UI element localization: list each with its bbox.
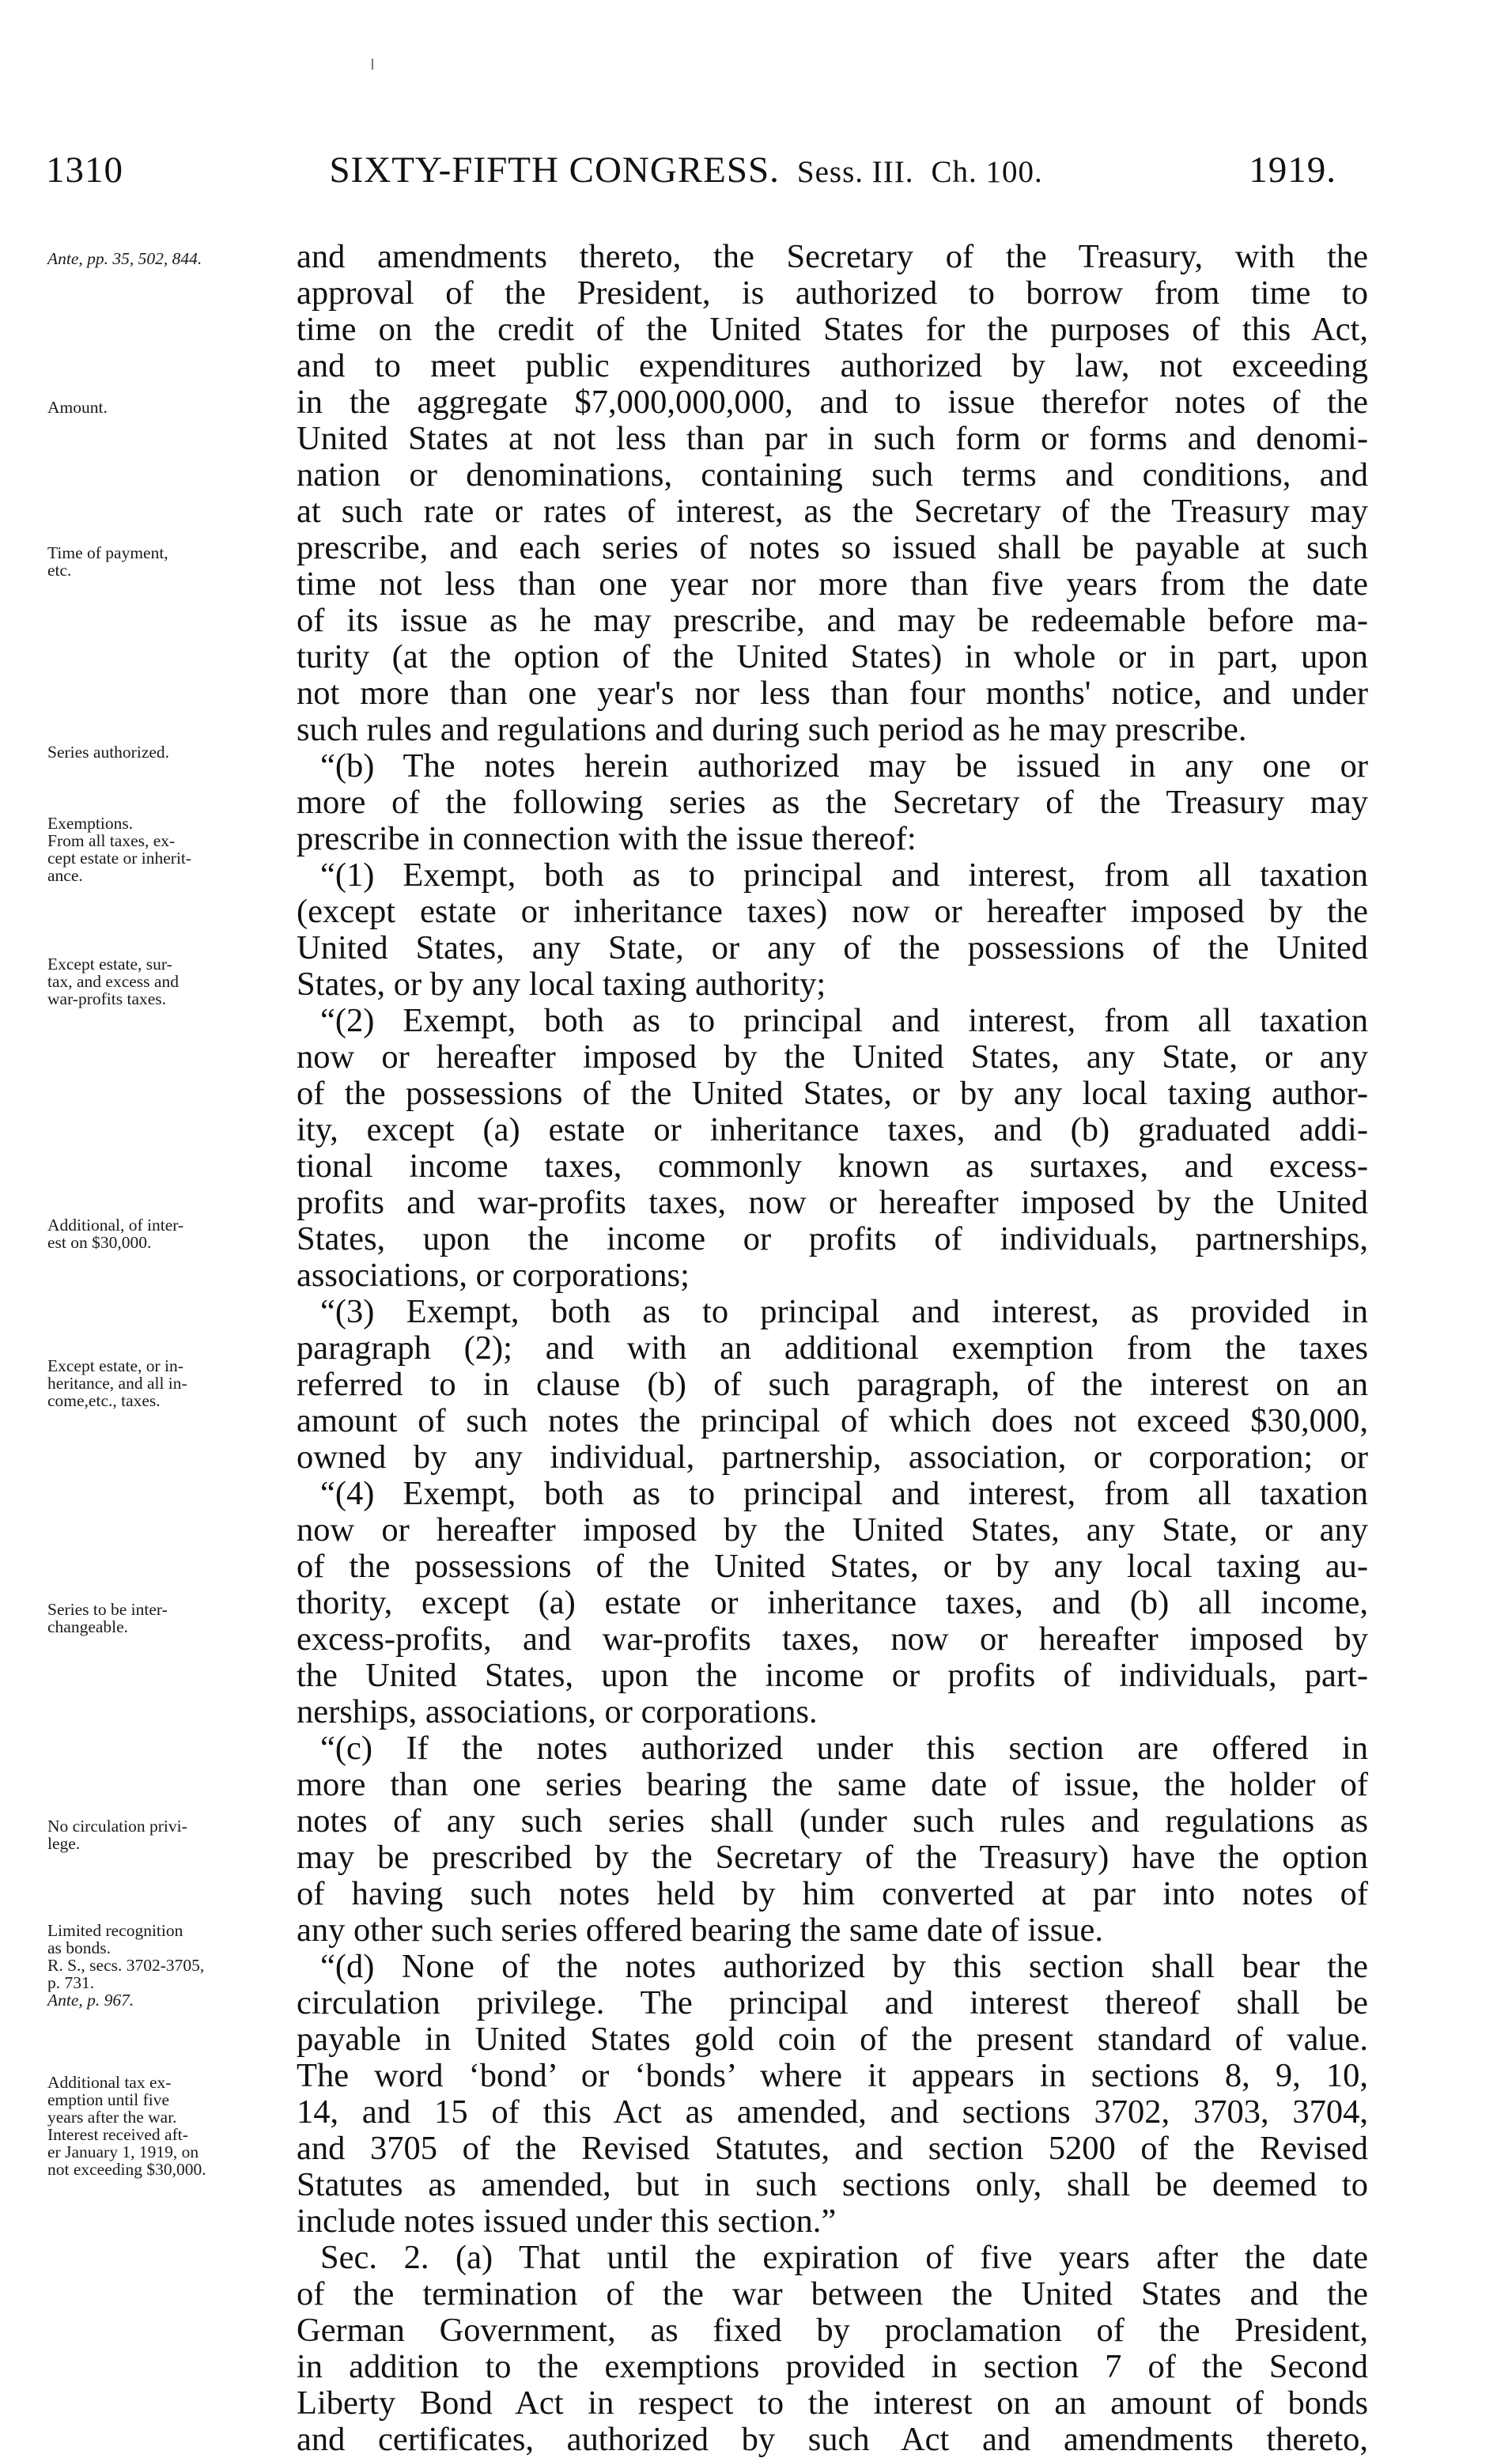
margin-note <box>47 955 301 1008</box>
text-line: associations, or corporations; <box>297 1257 690 1294</box>
text-line: Statutes as amended, but in such sections only, shall be deemed to <box>297 2166 1368 2203</box>
header-run <box>329 149 1042 191</box>
margin-note-line: From all taxes, ex- <box>47 831 176 850</box>
text-line: may be prescribed by the Secretary of the Treasury) have the option <box>297 1839 1368 1876</box>
congress-title: SIXTY-FIFTH CONGRESS. <box>329 149 780 191</box>
text-line: and amendments thereto, the Secretary of the Treasury, with the <box>297 238 1368 275</box>
text-line: “(c) If the notes authorized under this section are offered in <box>320 1730 1368 1767</box>
margin-note-line: Except estate, or in- <box>47 1356 183 1375</box>
margin-note-line: Ante, p. 967. <box>47 1991 134 2010</box>
text-line: not more than one year's nor less than four months' notice, and under <box>297 675 1368 712</box>
text-line: “(d) None of the notes authorized by this section shall bear the <box>320 1948 1368 1985</box>
margin-note <box>47 1357 301 1409</box>
margin-note <box>47 815 301 884</box>
margin-note-line: not exceeding $30,000. <box>47 2160 206 2179</box>
text-line: amount of such notes the principal of which does not exceed $30,000, <box>297 1402 1368 1439</box>
margin-note-line: Additional, of inter- <box>47 1216 184 1235</box>
margin-note <box>47 1922 301 2009</box>
text-line: circulation privilege. The principal and interest thereof shall be <box>297 1984 1368 2021</box>
margin-note <box>47 544 301 579</box>
margin-note-line: war-profits taxes. <box>47 989 167 1008</box>
margin-note-line: Amount. <box>47 398 108 417</box>
text-line: ity, except (a) estate or inheritance taxes, and (b) graduated addi- <box>297 1111 1368 1148</box>
margin-note-line: as bonds. <box>47 1938 112 1957</box>
text-line: payable in United States gold coin of the present standard of value. <box>297 2021 1368 2058</box>
margin-note-line: er January 1, 1919, on <box>47 2142 199 2161</box>
text-line: “(3) Exempt, both as to principal and interest, as provided in <box>320 1293 1368 1330</box>
margin-note-line: Additional tax ex- <box>47 2073 172 2092</box>
margin-note-line: Time of payment, <box>47 543 168 562</box>
text-line: owned by any individual, partnership, association, or corporation; or <box>297 1439 1368 1476</box>
text-line: turity (at the option of the United States) in whole or in part, upon <box>297 638 1368 675</box>
text-line: time not less than one year nor more than five years from the date <box>297 565 1368 603</box>
margin-note <box>47 743 301 761</box>
margin-note <box>47 2074 301 2178</box>
text-line: any other such series offered bearing the same date of issue. <box>297 1912 1104 1949</box>
text-line: The word ‘bond’ or ‘bonds’ where it appears in sections 8, 9, 10, <box>297 2057 1368 2094</box>
text-line: referred to in clause (b) of such paragraph, of the interest on an <box>297 1366 1368 1403</box>
text-line: and to meet public expenditures authorized by law, not exceeding <box>297 347 1368 384</box>
margin-note-line: est on $30,000. <box>47 1233 152 1252</box>
text-line: now or hereafter imposed by the United States, any State, or any <box>297 1038 1368 1076</box>
text-line: profits and war-profits taxes, now or hereafter imposed by the United <box>297 1184 1368 1221</box>
text-line: include notes issued under this section.” <box>297 2203 837 2240</box>
margin-note-line: p. 731. <box>47 1973 95 1992</box>
text-line: approval of the President, is authorized to borrow from time to <box>297 274 1368 312</box>
margin-note <box>47 250 301 267</box>
text-line: more of the following series as the Secretary of the Treasury may <box>297 784 1368 821</box>
text-line: paragraph (2); and with an additional exemption from the taxes <box>297 1329 1368 1367</box>
text-line: “(1) Exempt, both as to principal and interest, from all taxation <box>320 857 1368 894</box>
margin-note-line: heritance, and all in- <box>47 1374 187 1393</box>
text-line: Sec. 2. (a) That until the expiration of five years after the date <box>320 2239 1368 2276</box>
header-year: 1919. <box>1249 149 1336 191</box>
margin-note-line: tax, and excess and <box>47 972 179 991</box>
margin-note-line: etc. <box>47 561 72 580</box>
margin-note <box>47 1216 301 1251</box>
margin-note-line: Series to be inter- <box>47 1600 168 1619</box>
text-line: States, or by any local taxing authority; <box>297 966 826 1003</box>
text-line: prescribe, and each series of notes so issued shall be payable at such <box>297 529 1368 566</box>
margin-note-line: Ante, pp. 35, 502, 844. <box>47 249 202 268</box>
text-line: in the aggregate $7,000,000,000, and to issue therefor notes of the <box>297 384 1368 421</box>
margin-note-line: lege. <box>47 1834 81 1853</box>
text-line: notes of any such series shall (under such rules and regulations as <box>297 1802 1368 1840</box>
text-line: prescribe in connection with the issue thereof: <box>297 820 917 857</box>
text-line: more than one series bearing the same date of issue, the holder of <box>297 1766 1368 1803</box>
text-line: now or hereafter imposed by the United States, any State, or any <box>297 1511 1368 1549</box>
margin-note-line: years after the war. <box>47 2108 177 2127</box>
text-line: of the possessions of the United States, or by any local taxing au- <box>297 1548 1368 1585</box>
text-line: of the termination of the war between the United States and the <box>297 2275 1368 2312</box>
text-line: “(4) Exempt, both as to principal and interest, from all taxation <box>320 1475 1368 1512</box>
text-line: and certificates, authorized by such Act and amendments thereto, <box>297 2421 1368 2458</box>
margin-note-line: Interest received aft- <box>47 2125 188 2144</box>
text-line: tional income taxes, commonly known as surtaxes, and excess- <box>297 1148 1368 1185</box>
text-line: thority, except (a) estate or inheritance taxes, and (b) all income, <box>297 1584 1368 1621</box>
text-line: States, upon the income or profits of individuals, partnerships, <box>297 1220 1368 1257</box>
margin-note-line: Series authorized. <box>47 743 170 762</box>
margin-note-line: Exemptions. <box>47 814 134 833</box>
scan-mark <box>372 59 373 70</box>
session-label: Sess. III. <box>796 155 914 189</box>
text-line: time on the credit of the United States for the purposes of this Act, <box>297 311 1368 348</box>
statute-body <box>297 239 1368 2458</box>
chapter-label: Ch. 100. <box>931 155 1043 189</box>
text-line: at such rate or rates of interest, as the Secretary of the Treasury may <box>297 493 1368 530</box>
text-line: “(b) The notes herein authorized may be issued in any one or <box>320 747 1368 785</box>
text-line: German Government, as fixed by proclamation of the President, <box>297 2312 1368 2349</box>
margin-note <box>47 1601 301 1636</box>
text-line: excess-profits, and war-profits taxes, now or hereafter imposed by <box>297 1620 1368 1658</box>
text-line: the United States, upon the income or profits of individuals, part- <box>297 1657 1368 1694</box>
margin-note-line: cept estate or inherit- <box>47 849 192 868</box>
text-line: United States at not less than par in such form or forms and denomi- <box>297 420 1368 457</box>
text-line: Liberty Bond Act in respect to the interest on an amount of bonds <box>297 2384 1368 2422</box>
margin-note-line: ance. <box>47 866 83 885</box>
text-line: United States, any State, or any of the possessions of the United <box>297 929 1368 966</box>
text-line: (except estate or inheritance taxes) now or hereafter imposed by the <box>297 893 1368 930</box>
margin-note <box>47 1817 301 1852</box>
text-line: and 3705 of the Revised Statutes, and section 5200 of the Revised <box>297 2130 1368 2167</box>
margin-note-line: Except estate, sur- <box>47 955 172 974</box>
margin-note-line: No circulation privi- <box>47 1817 187 1836</box>
text-line: of the possessions of the United States, or by any local taxing author- <box>297 1075 1368 1112</box>
text-line: 14, and 15 of this Act as amended, and sections 3702, 3703, 3704, <box>297 2093 1368 2131</box>
text-line: of its issue as he may prescribe, and may be redeemable before ma- <box>297 602 1368 639</box>
margin-note-line: come,etc., taxes. <box>47 1391 161 1410</box>
text-line: nerships, associations, or corporations. <box>297 1693 818 1730</box>
text-line: of having such notes held by him converted at par into notes of <box>297 1875 1368 1912</box>
margin-note-line: Limited recognition <box>47 1921 183 1940</box>
running-header <box>46 149 1336 191</box>
text-line: nation or denominations, containing such terms and conditions, and <box>297 456 1368 493</box>
margin-note <box>47 399 301 416</box>
text-line: in addition to the exemptions provided in section 7 of the Second <box>297 2348 1368 2385</box>
text-line: “(2) Exempt, both as to principal and interest, from all taxation <box>320 1002 1368 1039</box>
margin-note-line: R. S., secs. 3702-3705, <box>47 1956 205 1975</box>
text-line: such rules and regulations and during such period as he may prescribe. <box>297 711 1247 748</box>
margin-note-line: emption until five <box>47 2090 170 2109</box>
page-number: 1310 <box>46 149 123 191</box>
margin-note-line: changeable. <box>47 1617 129 1636</box>
